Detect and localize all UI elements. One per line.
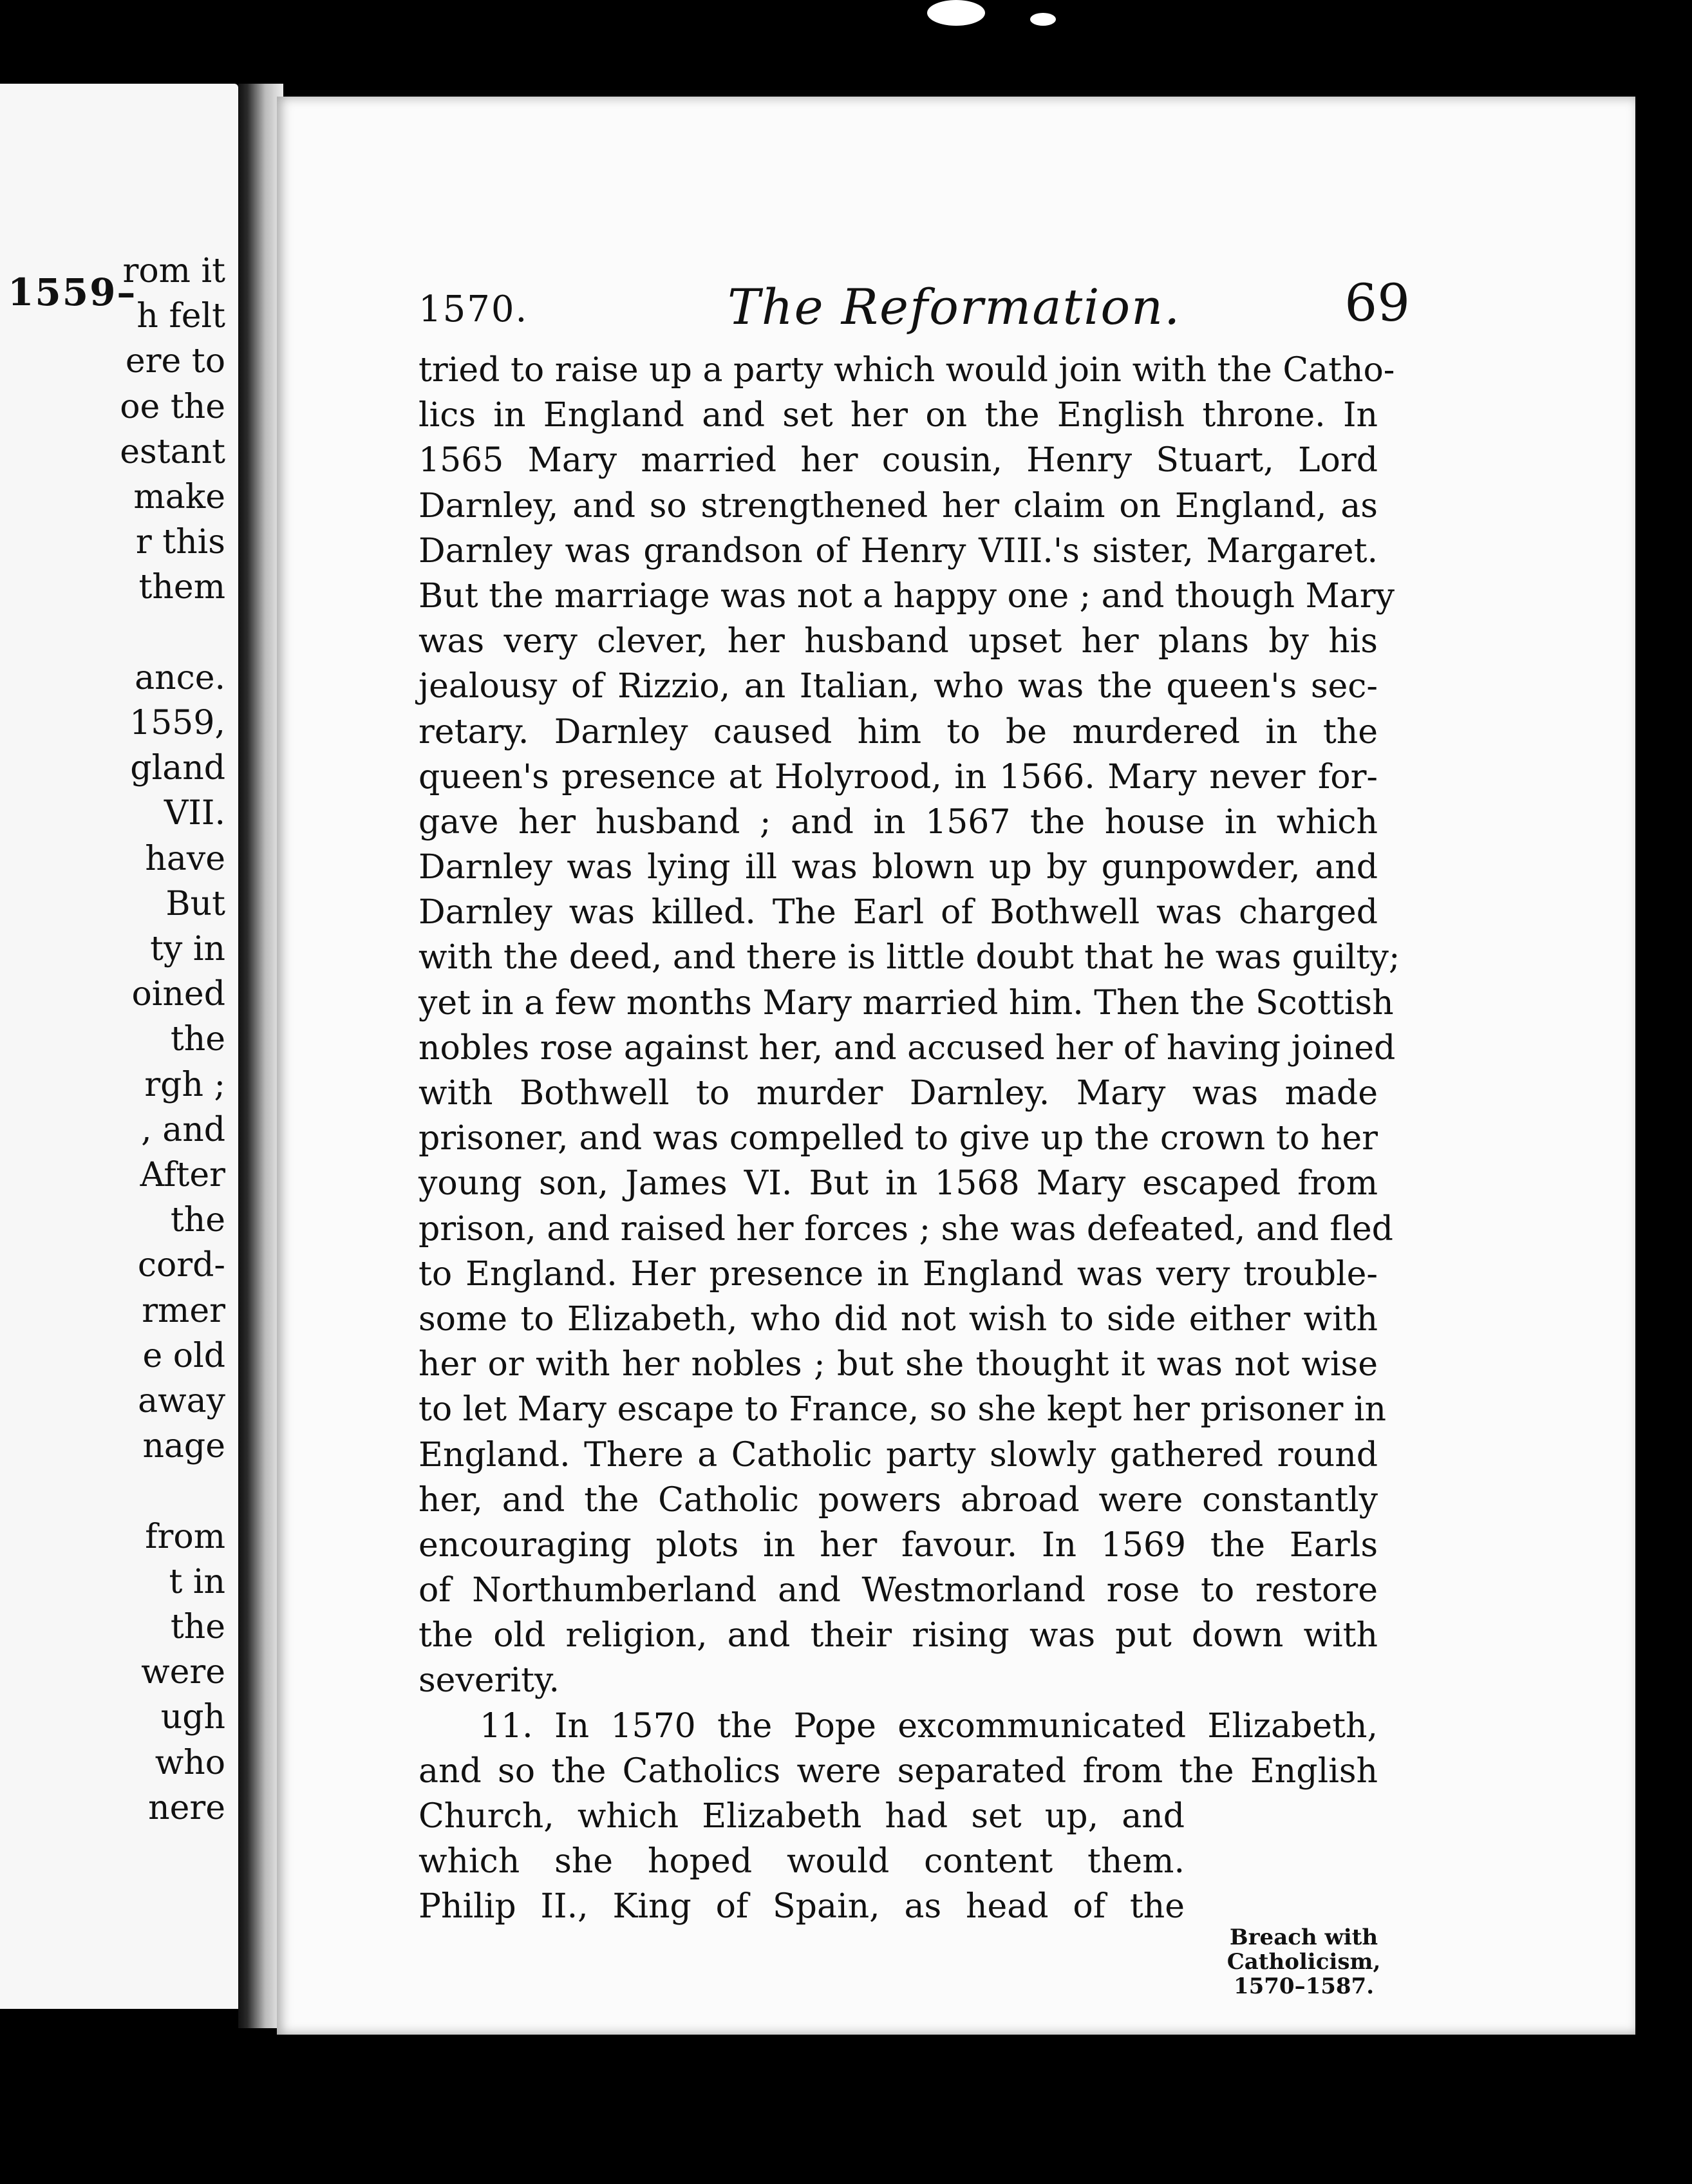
- left-page-line: estant: [120, 432, 225, 471]
- scan-artifact: [1030, 13, 1056, 26]
- left-page-line: rmer: [142, 1291, 225, 1330]
- left-page-line: make: [133, 478, 225, 516]
- text-line: jealousy of Rizzio, an Italian, who was the queen's sec-: [418, 667, 1378, 706]
- left-page-line: nere: [148, 1788, 225, 1827]
- text-line: tried to raise up a party which would join with the Catho-: [418, 351, 1395, 390]
- text-line: Darnley was lying ill was blown up by gunpowder, and: [418, 848, 1378, 887]
- text-line: lics in England and set her on the English throne. In: [418, 396, 1378, 435]
- left-page-line: the: [170, 1020, 225, 1059]
- left-page-line: e old: [142, 1336, 225, 1375]
- left-page-line: from: [145, 1517, 225, 1556]
- text-line: was very clever, her husband upset her plans by his: [418, 622, 1378, 661]
- margin-note-line: 1570–1587.: [1233, 1973, 1375, 1999]
- header-year: 1570.: [418, 288, 529, 330]
- text-line: some to Elizabeth, who did not wish to side either with: [418, 1299, 1378, 1339]
- left-page-line: , and: [141, 1110, 225, 1149]
- text-line: prison, and raised her forces ; she was defeated, and fled: [418, 1209, 1393, 1248]
- text-line: which she hoped would content them.: [418, 1842, 1185, 1881]
- left-page-line: oe the: [120, 387, 225, 426]
- text-line: 11. In 1570 the Pope excommunicated Elizabeth,: [480, 1706, 1378, 1746]
- text-line: Darnley was killed. The Earl of Bothwell was charged: [418, 893, 1378, 932]
- margin-note: [1223, 1925, 1384, 1999]
- text-line: to let Mary escape to France, so she kept her prisoner in: [418, 1390, 1387, 1429]
- header-title: The Reformation.: [728, 278, 1181, 335]
- left-page-line: rom it: [122, 252, 225, 290]
- text-line: Church, which Elizabeth had set up, and: [418, 1797, 1185, 1836]
- text-line: with the deed, and there is little doubt that he was guilty;: [418, 938, 1400, 977]
- text-line: young son, James VI. But in 1568 Mary escaped from: [418, 1164, 1378, 1203]
- page-number: 69: [1344, 273, 1410, 333]
- left-page-line: oined: [131, 975, 225, 1014]
- text-line: queen's presence at Holyrood, in 1566. Mary never for-: [418, 757, 1378, 796]
- left-page-line: t in: [169, 1562, 225, 1601]
- text-line: the old religion, and their rising was put down with: [418, 1616, 1378, 1655]
- right-page: [277, 97, 1635, 2035]
- left-page-line: away: [138, 1382, 225, 1420]
- left-page-line: rgh ;: [144, 1065, 225, 1104]
- text-line: yet in a few months Mary married him. Then the Scottish: [418, 983, 1394, 1022]
- left-page-line: cord-: [137, 1246, 225, 1285]
- left-page-line: ty in: [150, 930, 225, 968]
- margin-note-line: Catholicism,: [1227, 1949, 1381, 1975]
- text-line: and so the Catholics were separated from the English: [418, 1751, 1378, 1791]
- text-line: to England. Her presence in England was very trouble-: [418, 1254, 1378, 1294]
- scan-artifact: [927, 0, 985, 26]
- text-line: prisoner, and was compelled to give up the crown to her: [418, 1119, 1378, 1158]
- body-text: [418, 348, 1400, 1930]
- left-page-line: the: [170, 1201, 225, 1240]
- text-line: England. There a Catholic party slowly gathered round: [418, 1435, 1378, 1474]
- text-line: retary. Darnley caused him to be murdered in the: [418, 712, 1378, 751]
- text-line: 1565 Mary married her cousin, Henry Stuart, Lord: [418, 441, 1378, 480]
- running-header: [418, 270, 1410, 341]
- left-page-line: After: [140, 1156, 225, 1194]
- left-page-line: ere to: [125, 342, 225, 381]
- left-page: [0, 84, 238, 2009]
- left-page-line: who: [155, 1743, 225, 1782]
- text-line: Darnley was grandson of Henry VIII.'s sister, Margaret.: [418, 531, 1378, 570]
- left-page-line: nage: [142, 1427, 225, 1466]
- left-page-header: 1559–: [8, 270, 137, 314]
- left-page-line: gland: [130, 749, 225, 788]
- text-line: of Northumberland and Westmorland rose to restore: [418, 1571, 1378, 1610]
- text-line: with Bothwell to murder Darnley. Mary was made: [418, 1074, 1378, 1113]
- left-page-line: ugh: [160, 1698, 225, 1737]
- text-line: But the marriage was not a happy one ; and though Mary: [418, 576, 1395, 616]
- left-page-line: the: [170, 1608, 225, 1646]
- left-page-line: But: [165, 884, 225, 923]
- left-page-line: ance.: [135, 658, 225, 697]
- text-line: encouraging plots in her favour. In 1569 the Earls: [418, 1525, 1378, 1565]
- text-line: severity.: [418, 1661, 559, 1700]
- left-page-line: 1559,: [129, 704, 225, 742]
- text-line: nobles rose against her, and accused her of having joined: [418, 1028, 1396, 1068]
- margin-note-line: Breach with: [1229, 1925, 1378, 1950]
- left-page-line: VII.: [164, 794, 225, 833]
- text-line: her, and the Catholic powers abroad were constantly: [418, 1480, 1378, 1520]
- left-page-line: were: [141, 1653, 225, 1692]
- text-line: Philip II., King of Spain, as head of the: [418, 1887, 1185, 1926]
- left-page-line: r this: [135, 523, 225, 562]
- text-line: Darnley, and so strengthened her claim on England, as: [418, 486, 1378, 525]
- left-page-line: them: [138, 568, 225, 607]
- text-line: gave her husband ; and in 1567 the house in which: [418, 802, 1378, 842]
- left-page-line: have: [145, 839, 225, 878]
- text-line: her or with her nobles ; but she thought it was not wise: [418, 1345, 1378, 1384]
- left-page-line: h felt: [136, 297, 225, 336]
